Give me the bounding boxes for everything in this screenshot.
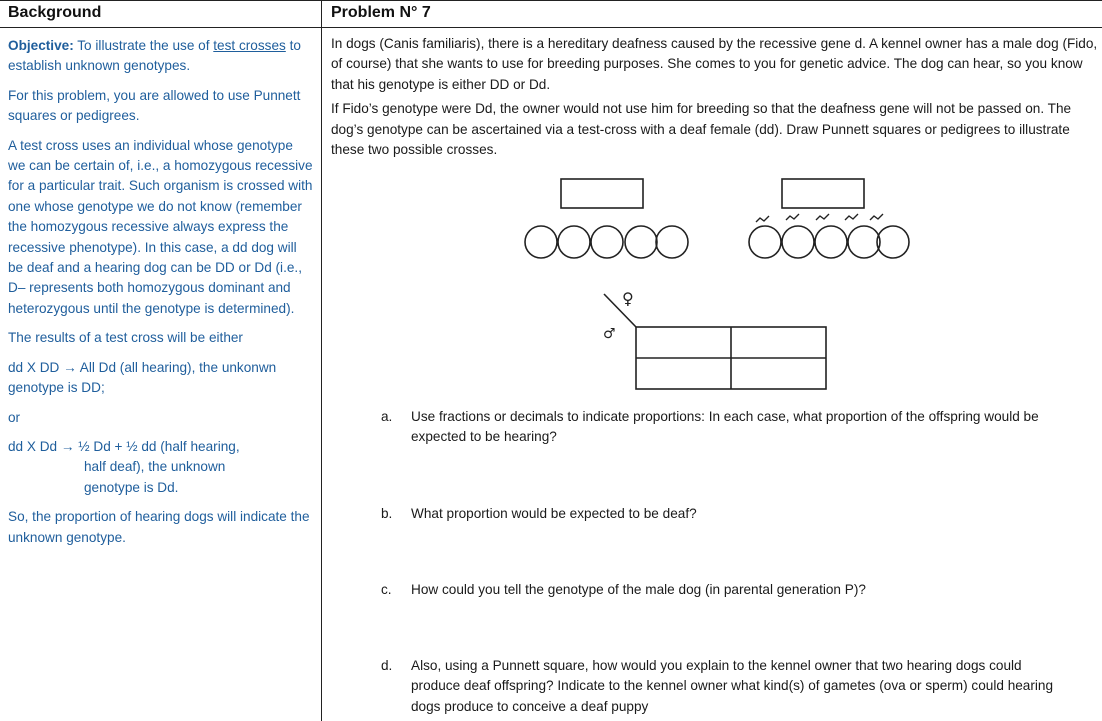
male-symbol: ♂ <box>603 326 616 342</box>
zigzag-mark <box>845 214 858 220</box>
genotype-box[interactable] <box>782 179 864 208</box>
pedigree-deaf <box>749 179 909 258</box>
or-text: or <box>8 409 21 425</box>
female-symbol: ♀ <box>622 289 634 308</box>
problem-para-1: In dogs (Canis familiaris), there is a hereditary deafness caused by the recessive gene d. A kennel owner has a male dog (Fido, of course) that she wants to use for breeding purposes. She comes to you for genetic advice. The dog can hear, so you know that his genotype is either DD or Dd. <box>331 36 1098 92</box>
offspring-circle <box>749 226 781 258</box>
zigzag-mark <box>756 216 769 222</box>
conclusion: So, the proportion of hearing dogs will indicate the unknown genotype. <box>8 509 310 545</box>
genotype-box[interactable] <box>561 179 643 208</box>
background-header: Background <box>8 4 102 21</box>
result2-line3: genotype is Dd. <box>84 479 179 495</box>
offspring-circle <box>525 226 557 258</box>
zigzag-mark <box>816 214 829 220</box>
question-text: Use fractions or decimals to indicate proportions: In each case, what proportion of the offspring would be expected to be hearing? <box>411 409 1039 445</box>
question-label: c. <box>381 582 392 597</box>
punnett-square <box>604 294 826 389</box>
result2-line1: dd X Dd → ½ Dd + ½ dd (half hearing, <box>8 438 240 454</box>
test-crosses-link[interactable]: test crosses <box>213 38 286 53</box>
offspring-circle <box>625 226 657 258</box>
results-intro: The results of a test cross will be either <box>8 330 243 346</box>
objective-label: Objective: <box>8 38 74 53</box>
question-text: Also, using a Punnett square, how would you explain to the kennel owner that two hearing dogs could produce deaf offspring? Indicate to the kennel owner what kind(s) of gametes (ova or sperm) could hearing dogs produce to conceive a deaf puppy <box>411 658 1054 714</box>
result2-line2: half deaf), the unknown <box>84 459 226 475</box>
question-text: What proportion would be expected to be deaf? <box>411 506 697 521</box>
objective-text-1: To illustrate the use of <box>73 38 214 53</box>
zigzag-mark <box>870 214 883 220</box>
question-label: a. <box>381 409 393 424</box>
question-d <box>381 656 1096 720</box>
zigzag-mark <box>786 214 799 220</box>
question-a <box>381 407 1096 451</box>
question-b <box>381 504 1096 528</box>
result-dd-x-DD: dd X DD → All Dd (all hearing), the unkonwn genotype is DD; <box>8 359 277 396</box>
allowed-note: For this problem, you are allowed to use Punnett squares or pedigrees. <box>8 87 301 124</box>
question-c <box>381 580 1096 604</box>
offspring-circle <box>877 226 909 258</box>
offspring-circle <box>815 226 847 258</box>
question-label: d. <box>381 658 393 673</box>
offspring-circle <box>591 226 623 258</box>
objective-text-2: to establish unknown genotypes. <box>8 38 301 74</box>
problem-header: Problem N° 7 <box>331 4 431 21</box>
pedigree-hearing <box>525 179 688 258</box>
offspring-circle <box>848 226 880 258</box>
offspring-circle <box>656 226 688 258</box>
question-label: b. <box>381 506 393 521</box>
problem-para-2: If Fido’s genotype were Dd, the owner would not use him for breeding so that the deafness gene will not be passed on. The dog’s genotype can be ascertained via a test-cross with a deaf female (dd). Draw Punnett squares or pedigrees to illustrate these two possible crosses. <box>331 101 1072 158</box>
offspring-circle <box>558 226 590 258</box>
test-cross-explanation: A test cross uses an individual whose genotype we can be certain of, i.e., a homozygous recessive for a particular trait. Such organism is crossed with one whose genotype we do not know (remember the homozygous recessive always express the recessive phenotype). In this case, a dd dog will be deaf and a hearing dog can be DD or Dd (i.e., D– represents both homozygous dominant and heterozygous until the genotype is determined). <box>8 137 313 316</box>
question-text: How could you tell the genotype of the male dog (in parental generation P)? <box>411 582 866 597</box>
offspring-circle <box>782 226 814 258</box>
